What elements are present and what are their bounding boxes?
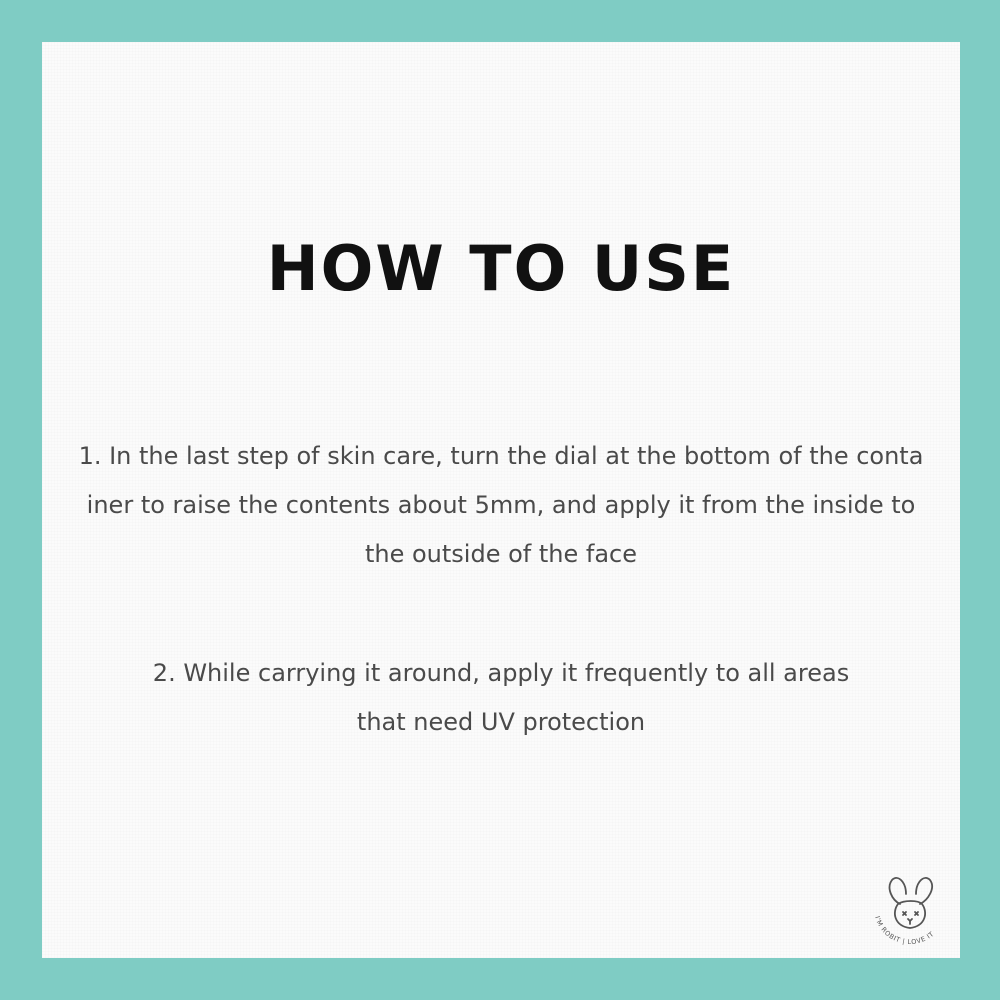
page-title: HOW TO USE — [266, 232, 736, 305]
logo-text: I'M ROBIT | LOVE IT — [873, 915, 936, 947]
bunny-logo-icon — [864, 864, 956, 956]
step-1-instructions — [42, 432, 960, 579]
step-1-line-2: iner to raise the contents about 5mm, and apply it from the inside to — [86, 491, 916, 519]
svg-text:I'M ROBIT | LOVE IT — [873, 915, 935, 946]
step-2-line-2: that need UV protection — [356, 708, 646, 736]
step-1-line-1: 1. In the last step of skin care, turn the dial at the bottom of the conta — [78, 442, 924, 470]
content-card — [42, 42, 960, 958]
step-1-line-3: the outside of the face — [364, 540, 637, 568]
step-2-instructions — [42, 649, 960, 747]
step-2-line-1: 2. While carrying it around, apply it frequently to all areas — [152, 659, 850, 687]
